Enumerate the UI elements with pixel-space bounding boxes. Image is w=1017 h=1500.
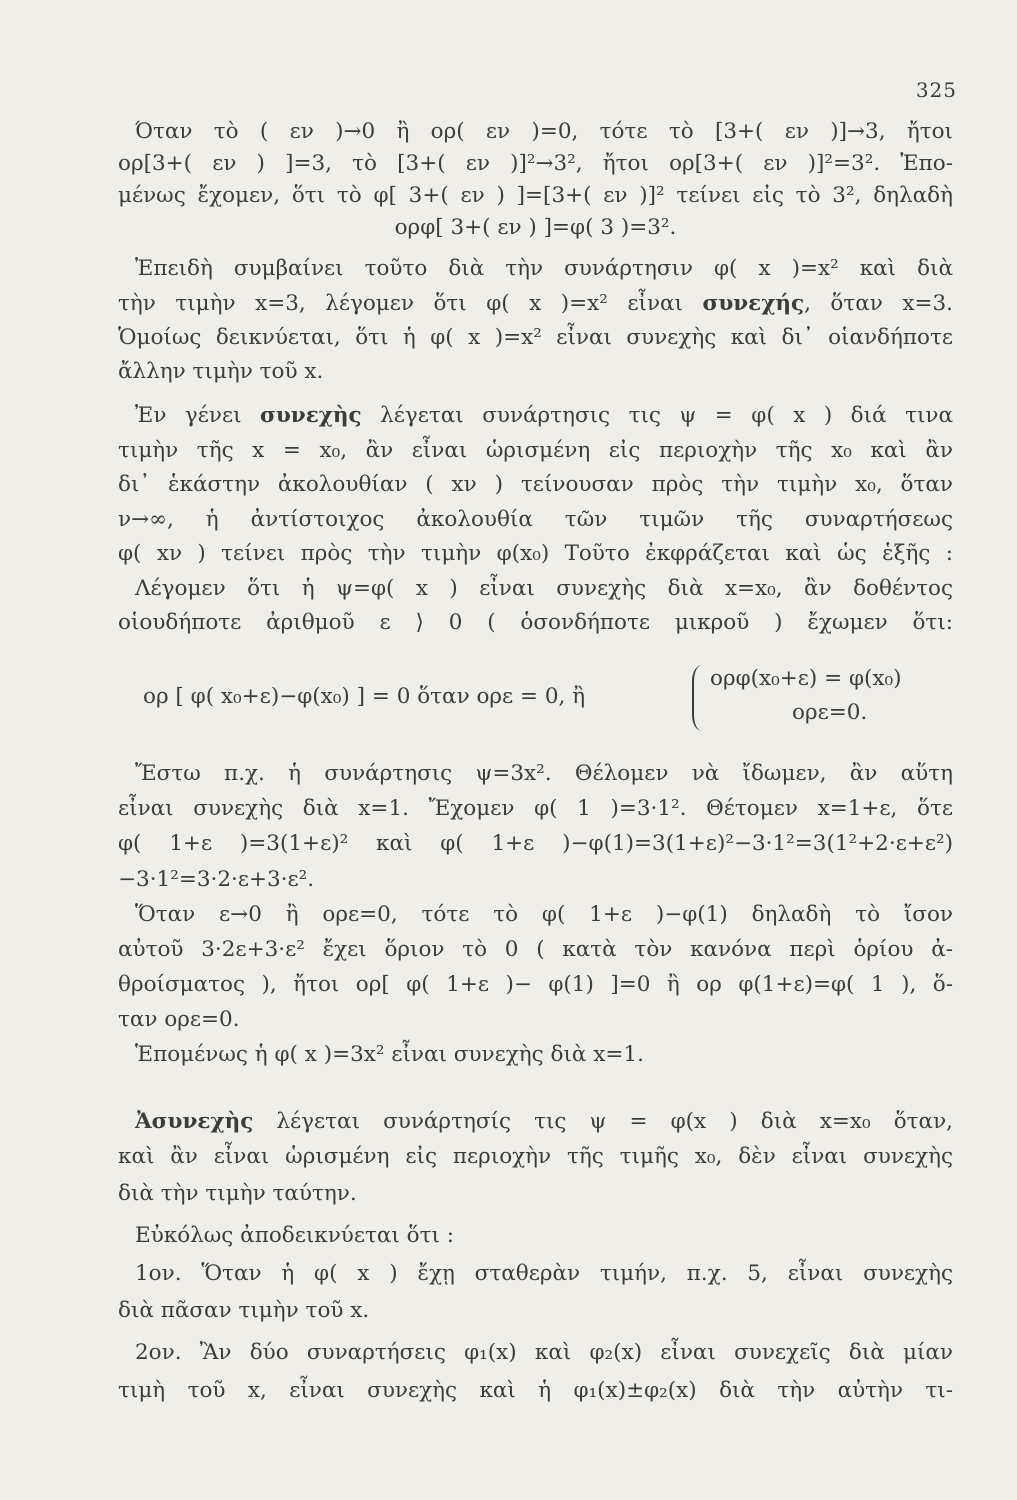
text-line: Εὐκόλως ἀποδεικνύεται ὅτι : xyxy=(135,1223,455,1248)
text-line: ορφ[ 3+( εν ) ]=φ( 3 )=3². xyxy=(394,215,677,240)
text-segment: , ὅταν x=3. xyxy=(804,291,953,316)
text-line: Λέγομεν ὅτι ἡ ψ=φ( x ) εἶναι συνεχὴς διὰ x=x₀, ἂν δοθέντος xyxy=(135,576,953,601)
term-continuous: συνεχὴς xyxy=(260,403,362,428)
formula-case-2: ορε=0. xyxy=(792,700,868,725)
text-segment: Ἐν γένει xyxy=(135,403,242,428)
text-line: Ἑπομένως ἡ φ( x )=3x² εἶναι συνεχὴς διὰ x=1. xyxy=(135,1042,644,1067)
text-line: φ( xν ) τείνει πρὸς τὴν τιμὴν φ(x₀) Τοῦτο ἐκφράζεται καὶ ὡς ἑξῆς : xyxy=(118,541,953,566)
text-segment: λέγεται συνάρτησις τις ψ = φ( x ) διά τινα xyxy=(380,403,953,428)
text-line: οἱουδήποτε ἀριθμοῦ ε ⟩ 0 ( ὁσονδήποτε μικροῦ ) ἔχωμεν ὅτι: xyxy=(118,610,953,635)
text-line xyxy=(118,288,953,320)
text-line: διὰ τὴν τιμὴν ταύτην. xyxy=(118,1181,357,1206)
text-line: φ( 1+ε )=3(1+ε)² καὶ φ( 1+ε )−φ(1)=3(1+ε)²−3·1²=3(1²+2·ε+ε²) xyxy=(118,831,953,856)
term-continuous: συνεχής xyxy=(702,291,805,316)
text-line: Ἔστω π.χ. ἡ συνάρτησις ψ=3x². Θέλομεν νὰ ἴδωμεν, ἂν αὕτη xyxy=(135,761,953,786)
text-line: θροίσματος ), ἤτοι ορ[ φ( 1+ε )− φ(1) ]=0 ἢ ορ φ(1+ε)=φ( 1 ), ὅ- xyxy=(118,972,953,997)
text-line: ἄλλην τιμὴν τοῦ x. xyxy=(118,359,324,384)
text-line: δι᾽ ἑκάστην ἀκολουθίαν ( xν ) τείνουσαν πρὸς τὴν τιμὴν x₀, ὅταν xyxy=(118,472,953,497)
text-line: Ἐπειδὴ συμβαίνει τοῦτο διὰ τὴν συνάρτησιν φ( x )=x² καὶ διὰ xyxy=(135,256,953,281)
text-segment: λέγεται συνάρτησίς τις ψ = φ(x ) διὰ x=x₀ ὅταν, xyxy=(276,1109,953,1134)
text-line xyxy=(135,1106,953,1138)
text-line: −3·1²=3·2·ε+3·ε². xyxy=(118,867,315,892)
text-line: Όταν τὸ ( εν )→0 ἢ ορ( εν )=0, τότε τὸ [3+( εν )]→3, ἤτοι xyxy=(135,119,953,144)
text-line xyxy=(135,400,953,432)
text-line: τιμὴν τῆς x = x₀, ἂν εἶναι ὡρισμένη εἰς περιοχὴν τῆς x₀ καὶ ἂν xyxy=(118,438,953,463)
formula-limit: ορ [ φ( x₀+ε)−φ(x₀) ] = 0 ὅταν ορε = 0, ἢ xyxy=(143,684,586,709)
page-number: 325 xyxy=(915,78,957,102)
formula-case-1: ορφ(x₀+ε) = φ(x₀) xyxy=(710,666,902,691)
text-line: 2ον. Ἂν δύο συναρτήσεις φ₁(x) καὶ φ₂(x) εἶναι συνεχεῖς διὰ μίαν xyxy=(135,1340,953,1365)
text-line: ν→∞, ἡ ἀντίστοιχος ἀκολουθία τῶν τιμῶν τῆς συναρτήσεως xyxy=(118,507,953,532)
text-line: 1ον. Ὅταν ἡ φ( x ) ἔχῃ σταθερὰν τιμήν, π.χ. 5, εἶναι συνεχὴς xyxy=(135,1261,953,1286)
text-line: εἶναι συνεχὴς διὰ x=1. Ἔχομεν φ( 1 )=3·1². Θέτομεν x=1+ε, ὅτε xyxy=(118,796,953,821)
text-line: Ὅταν ε→0 ἢ ορε=0, τότε τὸ φ( 1+ε )−φ(1) δηλαδὴ τὸ ἴσον xyxy=(135,902,953,927)
text-line: μένως ἔχομεν, ὅτι τὸ φ[ 3+( εν ) ]=[3+( εν )]² τείνει εἰς τὸ 3², δηλαδὴ xyxy=(118,183,953,208)
text-line: Ὁμοίως δεικνύεται, ὅτι ἡ φ( x )=x² εἶναι συνεχὴς καὶ δι᾽ οἱανδήποτε xyxy=(118,325,953,350)
term-discontinuous: Ἀσυνεχὴς xyxy=(135,1109,254,1134)
formula-brace xyxy=(692,665,708,731)
text-line: τιμὴ τοῦ x, εἶναι συνεχὴς καὶ ἡ φ₁(x)±φ₂(x) διὰ τὴν αὐτὴν τι- xyxy=(118,1378,953,1403)
text-line: ταν ορε=0. xyxy=(118,1007,240,1032)
text-line: αὐτοῦ 3·2ε+3·ε² ἔχει ὅριον τὸ 0 ( κατὰ τὸν κανόνα περὶ ὁρίου ἀ- xyxy=(118,937,953,962)
text-line: διὰ πᾶσαν τιμὴν τοῦ x. xyxy=(118,1298,370,1323)
text-segment: τὴν τιμὴν x=3, λέγομεν ὅτι φ( x )=x² εἶναι xyxy=(118,291,683,316)
text-line: ορ[3+( εν ) ]=3, τὸ [3+( εν )]²→3², ἤτοι ορ[3+( εν )]²=3². Ἐπο- xyxy=(118,151,953,176)
text-line: καὶ ἂν εἶναι ὡρισμένη εἰς περιοχὴν τῆς τιμῆς x₀, δὲν εἶναι συνεχὴς xyxy=(118,1144,953,1169)
